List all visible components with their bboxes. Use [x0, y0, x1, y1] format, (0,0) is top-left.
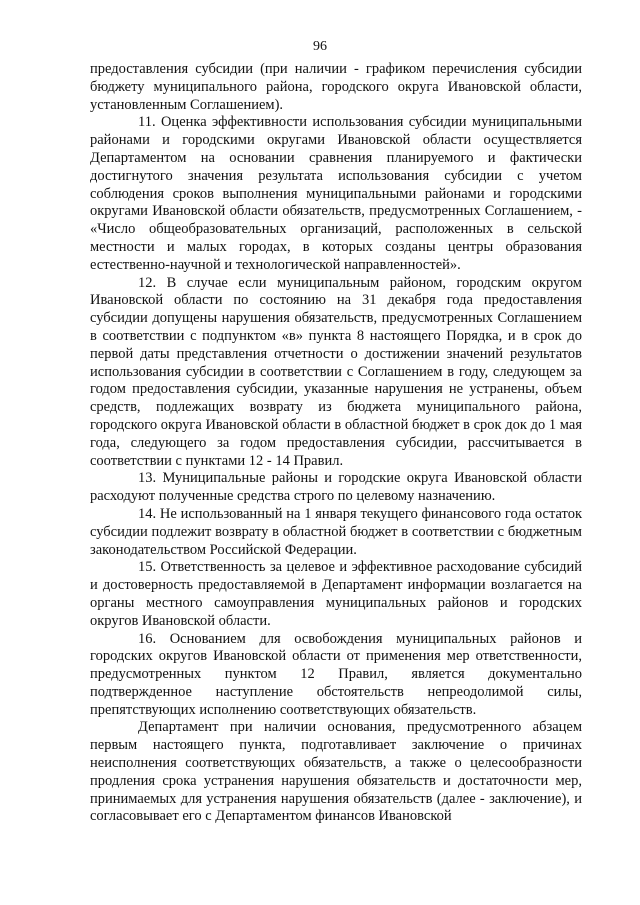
paragraph-item-16-second: Департамент при наличии основания, предусмотренного абзацем первым настоящего пункта, подготавливает заключение о причинах неисполнения соответствующих обязательств, а также о целесообразности продления срока устранения нарушения обязательств и достаточности мер, принимаемых для устранения нарушения обязательств (далее - заключение), и согласовывает его с Департаментом финансов Ивановской: [90, 719, 582, 825]
paragraph-item-16: 16. Основанием для освобождения муниципальных районов и городских округов Ивановской области от применения мер ответственности, предусмотренных пунктом 12 Правил, является документально подтвержденное наступление обстоятельств непреодолимой силы, препятствующих исполнению соответствующих обязательств.: [90, 630, 582, 718]
document-body: [90, 61, 582, 826]
page-number: 96: [313, 39, 327, 54]
paragraph-item-14: 14. Не использованный на 1 января текущего финансового года остаток субсидии подлежит возврату в областной бюджет в соответствии с бюджетным законодательством Российской Федерации.: [90, 505, 582, 558]
paragraph-item-12: 12. В случае если муниципальным районом, городским округом Ивановской области по состоянию на 31 декабря года предоставления субсидии допущены нарушения обязательств, предусмотренных Соглашением в соответствии с подпунктом «в» пункта 8 настоящего Порядка, и в срок до первой даты представления отчетности о достижении значений результатов использования субсидии в соответствии с Соглашением в году, следующем за годом предоставления субсидии, указанные нарушения не устранены, объем средств, подлежащих возврату из бюджета муниципального района, городского округа Ивановской области в областной бюджет в срок док до 1 мая года, следующего за годом предоставления субсидии, рассчитывается в соответствии с пунктами 12 - 14 Правил.: [90, 274, 582, 469]
paragraph-item-13: 13. Муниципальные районы и городские округа Ивановской области расходуют полученные средства строго по целевому назначению.: [90, 470, 582, 505]
paragraph-continuation: предоставления субсидии (при наличии - графиком перечисления субсидии бюджету муниципального района, городского округа Ивановской области, установленным Соглашением).: [90, 61, 582, 113]
paragraph-item-11: 11. Оценка эффективности использования субсидии муниципальными районами и городскими округами Ивановской области осуществляется Департаментом на основании сравнения планируемого и фактически достигнутого значения результата использования субсидии с учетом соблюдения сроков выполнения муниципальными районами и городскими округами Ивановской области обязательств, предусмотренных Соглашением, - «Число общеобразовательных организаций, расположенных в сельской местности и малых городах, в которых созданы центры образования естественно-научной и технологической направленностей».: [90, 114, 582, 273]
paragraph-item-15: 15. Ответственность за целевое и эффективное расходование субсидий и достоверность предоставляемой в Департамент информации возлагается на органы местного самоуправления муниципальных районов и городских округов Ивановской области.: [90, 559, 582, 629]
